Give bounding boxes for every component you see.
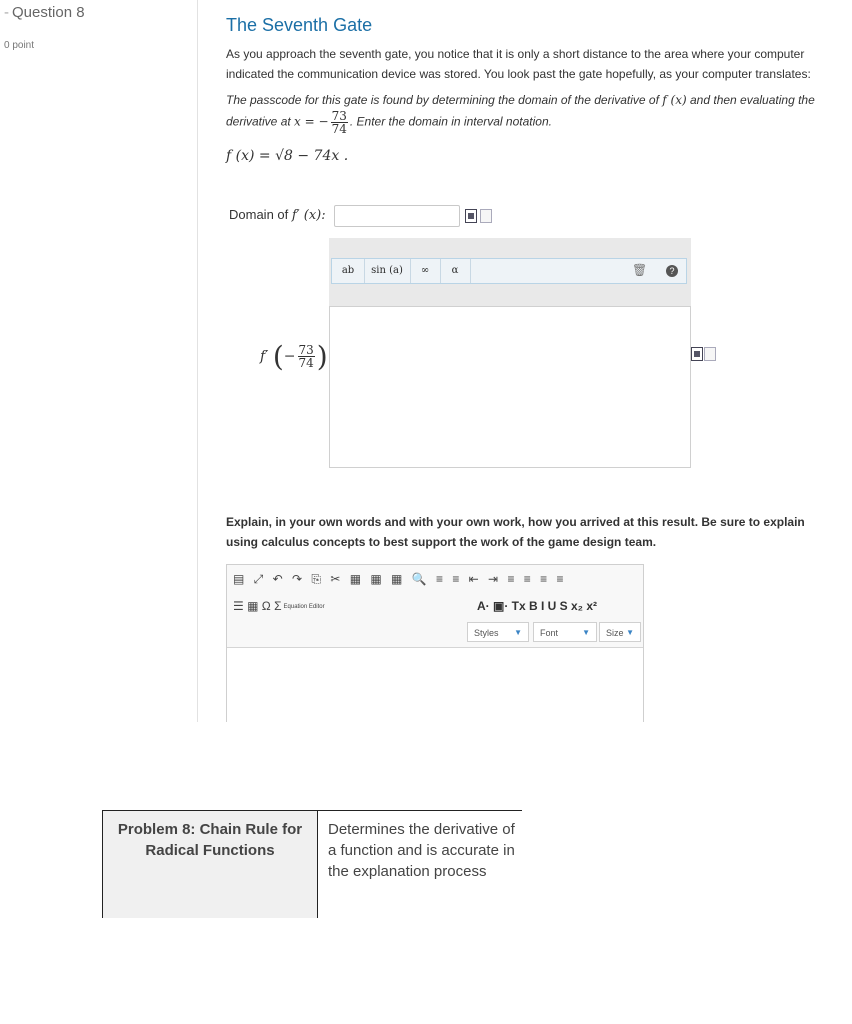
domain-label: Domain of f′ (x): xyxy=(229,207,326,223)
document-icon[interactable] xyxy=(704,347,716,361)
function-definition: f (x) = √8 − 74x . xyxy=(226,148,349,164)
help-icon[interactable]: ? xyxy=(666,265,678,277)
size-dropdown[interactable]: Size ▼ xyxy=(599,622,641,642)
answer-area[interactable] xyxy=(329,306,691,468)
passcode-instructions: The passcode for this gate is found by determining the domain of the derivative of f (x) and then evaluating the derivative at x = − $\frac{73}{74}$ . Enter the domain in interval notation. xyxy=(226,93,815,136)
trash-icon[interactable]: 🗑 xyxy=(632,263,648,277)
page-title: The Seventh Gate xyxy=(226,15,373,35)
rte-toolbar-row-1[interactable]: ▤ ⤢ ↶ ↷ ⎘ ✂ ▦ ▦ ▦ 🔍 ≡ ≡ ⇤ ⇥ ≡ ≡ ≡ ≡ xyxy=(233,572,567,586)
rubric-header: Problem 8: Chain Rule for Radical Functions xyxy=(117,821,303,859)
format-buttons[interactable]: A· ▣· Tx B I U S x₂ x² xyxy=(477,599,598,613)
rte-toolbar-row-2[interactable] xyxy=(233,599,325,613)
preview-icon[interactable] xyxy=(465,209,477,223)
question-sidebar xyxy=(0,0,198,722)
fraction: $\frac{73}{74}$ xyxy=(331,109,347,136)
font-dropdown[interactable]: Font ▼ xyxy=(533,622,597,642)
list-icon: ☰ xyxy=(233,599,244,613)
sigma-icon: Σ xyxy=(274,599,282,613)
sin-button[interactable]: sin (a) xyxy=(364,259,411,283)
rubric-header-cell xyxy=(102,811,318,918)
explain-prompt: Explain, in your own words and with your own work, how you arrived at this result. Be sure to explain using calculus concepts to best support the work of the game design team. xyxy=(226,515,805,549)
omega-icon: Ω xyxy=(261,599,271,613)
domain-input[interactable] xyxy=(334,205,460,227)
power-button[interactable]: ab xyxy=(332,259,365,283)
collapse-icon: - xyxy=(4,4,9,21)
points-label: 0 point xyxy=(4,40,35,51)
alpha-button[interactable]: α xyxy=(440,259,471,283)
equation-editor-button[interactable]: Equation Editor xyxy=(283,603,325,610)
table-icon: ▦ xyxy=(247,599,259,613)
document-icon[interactable] xyxy=(480,209,492,223)
derivative-expression: f′ (− $\frac{73}{74}$ ) xyxy=(260,340,328,373)
infinity-button[interactable]: ∞ xyxy=(410,259,441,283)
math-toolbar xyxy=(331,258,687,284)
rich-text-editor xyxy=(226,564,644,722)
rubric-description: Determines the derivative of a function and is accurate in the explanation process xyxy=(328,821,515,880)
question-label[interactable]: - Question 8 xyxy=(4,4,85,21)
rte-toolbar xyxy=(227,565,643,648)
rubric-table xyxy=(102,810,522,918)
preview-icon[interactable] xyxy=(691,347,703,361)
intro-paragraph: As you approach the seventh gate, you notice that it is only a short distance to the area where your computer indicated the communication device was stored. You look past the gate hopefully, as your computer translates: xyxy=(226,47,811,81)
styles-dropdown[interactable]: Styles ▼ xyxy=(467,622,529,642)
